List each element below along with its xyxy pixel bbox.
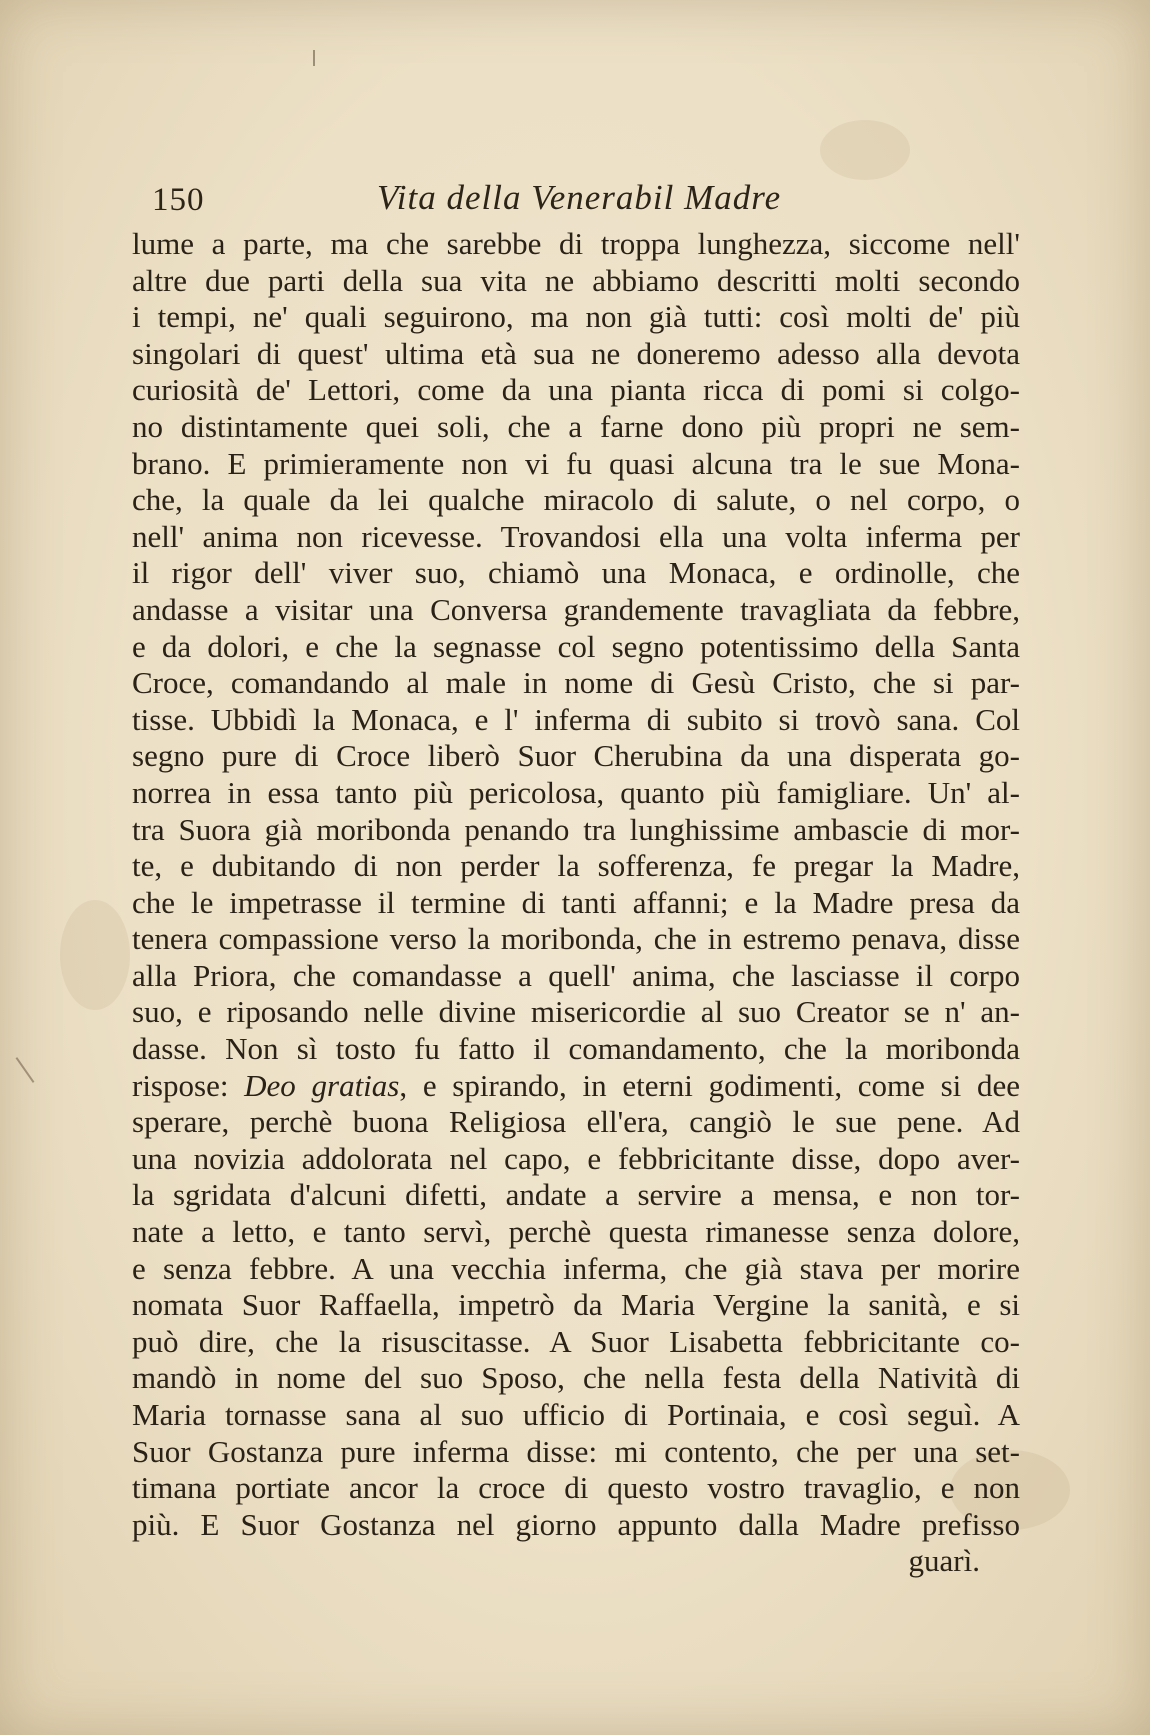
text-line: i tempi, ne' quali seguirono, ma non già tutti: così molti de' più [132,299,1020,335]
ink-mark [313,50,315,66]
text-line: e senza febbre. A una vecchia inferma, che già stava per morire [132,1250,1020,1286]
text-line: sperare, perchè buona Religiosa ell'era, cangiò le sue pene. Ad [132,1104,1020,1140]
text-line: Suor Gostanza pure inferma disse: mi contento, che per una set- [132,1433,1020,1469]
text-line: Maria tornasse sana al suo ufficio di Portinaia, e così seguì. A [132,1397,1020,1432]
catchword: guarì. [908,1543,980,1579]
text-line: mandò in nome del suo Sposo, che nella festa della Natività di [132,1360,1020,1396]
text-segment: , e spirando, in eterni godimenti, come si dee [399,1067,1020,1103]
text-segment: rispose: [132,1067,245,1103]
text-line: no distintamente quei soli, che a farne dono più propri ne sem- [132,408,1020,444]
text-line: la sgridata d'alcuni difetti, andate a servire a mensa, e non tor- [132,1177,1020,1213]
running-title: Vita della Venerabil Madre [377,178,782,217]
text-line: brano. E primieramente non vi fu quasi alcuna tra le sue Mona- [132,445,1020,481]
text-line-deo-gratias [132,1068,1020,1105]
text-line: il rigor dell' viver suo, chiamò una Monaca, e ordinolle, che [132,555,1020,591]
text-line: tenera compassione verso la moribonda, che in estremo penava, disse [132,921,1020,957]
text-line: te, e dubitando di non perder la sofferenza, fe pregar la Madre, [132,848,1020,884]
text-line: e da dolori, e che la segnasse col segno potentissimo della Santa [132,628,1020,664]
text-line: andasse a visitar una Conversa grandemente travagliata da febbre, [132,591,1020,627]
text-line: che le impetrasse il termine di tanti affanni; e la Madre presa da [132,884,1020,920]
text-line: lume a parte, ma che sarebbe di troppa lunghezza, siccome nell' [132,226,1020,261]
text-line: più. E Suor Gostanza nel giorno appunto dalla Madre prefisso [132,1506,1020,1542]
text-line: segno pure di Croce liberò Suor Cherubina da una disperata go- [132,738,1020,774]
text-line: nomata Suor Raffaella, impetrò da Maria Vergine la sanità, e si [132,1287,1020,1323]
text-line: singolari di quest' ultima età sua ne doneremo adesso alla devota [132,335,1020,371]
page-header [152,178,1052,224]
page-number: 150 [152,182,205,218]
text-line: tra Suora già moribonda penando tra lunghissime ambascie di mor- [132,811,1020,847]
text-line: norrea in essa tanto più pericolosa, quanto più famigliare. Un' al- [132,774,1020,810]
paper-stain [60,900,130,1010]
italic-phrase: Deo gratias [244,1067,400,1103]
text-line: altre due parti della sua vita ne abbiamo descritti molti secondo [132,262,1020,298]
paper-stain [820,120,910,180]
text-line: curiosità de' Lettori, come da una pianta ricca di pomi si colgo- [132,372,1020,408]
text-line: una novizia addolorata nel capo, e febbricitante disse, dopo aver- [132,1140,1020,1176]
text-line: Croce, comandando al male in nome di Gesù Cristo, che si par- [132,665,1020,701]
text-line: alla Priora, che comandasse a quell' anima, che lasciasse il corpo [132,957,1020,993]
margin-ink-mark [16,1057,35,1083]
text-line: timana portiate ancor la croce di questo vostro travaglio, e non [132,1470,1020,1506]
text-line: suo, e riposando nelle divine misericordie al suo Creator se n' an- [132,994,1020,1030]
text-line: dasse. Non sì tosto fu fatto il comandamento, che la moribonda [132,1031,1020,1067]
text-line: tisse. Ubbidì la Monaca, e l' inferma di subito si trovò sana. Col [132,701,1020,737]
body-text [132,226,1020,1580]
text-line: che, la quale da lei qualche miracolo di salute, o nel corpo, o [132,482,1020,518]
text-line: può dire, che la risuscitasse. A Suor Lisabetta febbricitante co- [132,1323,1020,1359]
text-line: nate a letto, e tanto servì, perchè questa rimanesse senza dolore, [132,1214,1020,1250]
text-line: nell' anima non ricevesse. Trovandosi ella una volta inferma per [132,518,1020,554]
